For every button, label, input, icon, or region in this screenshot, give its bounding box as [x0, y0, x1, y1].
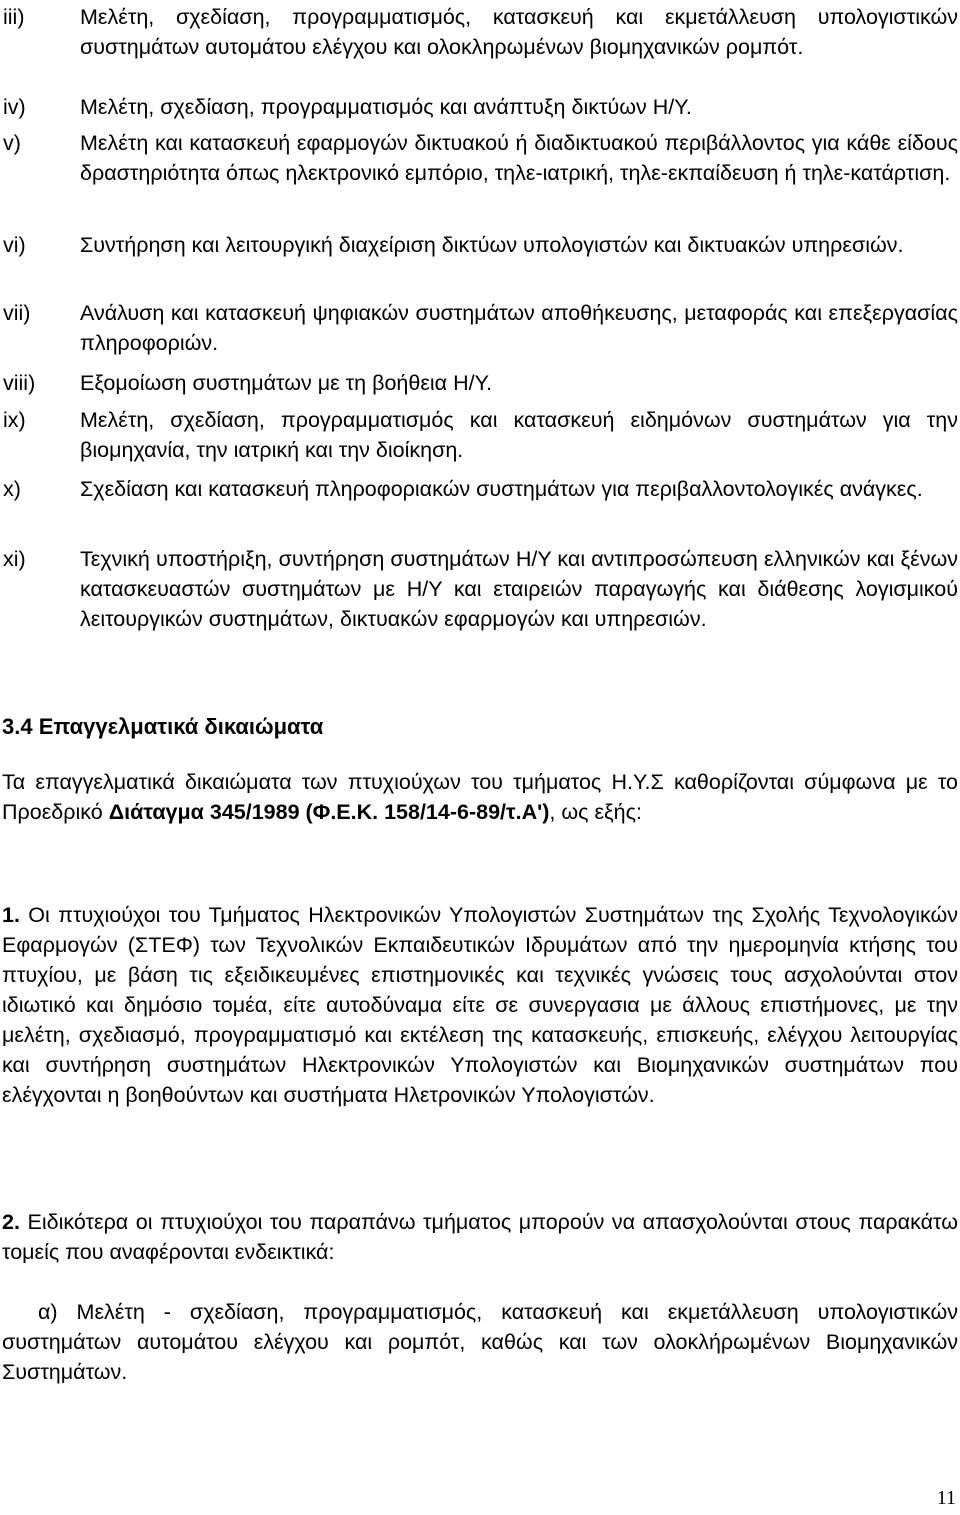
list-item-number: viii)	[3, 371, 36, 395]
intro-paragraph	[2, 767, 958, 827]
paragraph-text: Ειδικότερα οι πτυχιούχοι του παραπάνω τμήματος μπορούν να απασχολούνται στους παρακάτω τομείς που αναφέρονται ενδεικτικά:	[2, 1210, 958, 1264]
list-item	[0, 405, 958, 474]
list-item-number: x)	[3, 477, 21, 501]
list-item-text: Εξομοίωση συστημάτων με τη βοήθεια Η/Υ.	[80, 371, 493, 395]
list-item-number: iv)	[3, 95, 26, 119]
paragraph-2	[2, 1207, 958, 1267]
list-item	[0, 2, 958, 92]
paragraph-number: 1.	[2, 903, 20, 927]
list-item-number: v)	[3, 131, 21, 155]
sub-item-text: α) Μελέτη - σχεδίαση, προγραμματισμός, κατασκευή και εκμετάλλευση υπολογιστικών συστημάτων αυτομάτου ελέγχου και ρομπότ, καθώς και των ολοκλήρωμένων Βιομηχανικών Συστημάτων.	[2, 1300, 958, 1384]
list-item-number: iii)	[3, 5, 25, 29]
list-item-text: Τεχνική υποστήριξη, συντήρηση συστημάτων Η/Υ και αντιπροσώπευση ελληνικών και ξένων κατασκευαστών συστημάτων με Η/Υ και εταιρειών παραγωγής και διάθεσης λογισμικού λειτουργικών συστημάτων, δικτυακών εφαρμογών και υπηρεσιών.	[80, 547, 958, 631]
list-item-text: Μελέτη και κατασκευή εφαρμογών δικτυακού ή διαδικτυακού περιβάλλοντος για κάθε είδους δραστηριότητα όπως ηλεκτρονικό εμπόριο, τηλε-ιατρική, τηλε-εκπαίδευση ή τηλε-κατάρτιση.	[80, 131, 958, 185]
intro-text-end: , ως εξής:	[549, 800, 642, 824]
section-heading: 3.4 Επαγγελματικά δικαιώματα	[2, 714, 324, 739]
paragraph-1	[2, 900, 958, 1110]
paragraph-text: Οι πτυχιούχοι του Τμήματος Ηλεκτρονικών Υπολογιστών Συστημάτων της Σχολής Τεχνολογικών Εφαρμογών (ΣΤΕΦ) των Τεχνολικών Εκπαιδευτικών Ιδρυμάτων από την ημερομηνία κτήσης του πτυχίου, με βάση τις εξειδικευμένες επιστημονικές και τεχνικές γνώσεις τους ασχολούνται στον ιδιωτικό και δημόσιο τομέα, είτε αυτοδύναμα είτε σε συνεργασια με άλλους επιστήμονες, με την μελέτη, σχεδιασμό, προγραμματισμό και εκτέλεση της κατασκευής, επισκευής, ελέγχου λειτουργίας και συντήρηση συστημάτων Ηλεκτρονικών Υπολογιστών και Βιομηχανικών συστημάτων που ελέγχονται η βοηθούντων και συστήματα Ηλετρονικών Υπολογιστών.	[2, 903, 958, 1107]
list-item	[0, 128, 958, 230]
sub-item-a	[2, 1297, 958, 1387]
list-item-text: Συντήρηση και λειτουργική διαχείριση δικτύων υπολογιστών και δικτυακών υπηρεσιών.	[80, 233, 904, 257]
intro-text: Τα επαγγελματικά δικαιώματα των πτυχιούχων του τμήματος Η.Υ.Σ καθορίζονται σύμφωνα με το Προεδρικό	[2, 770, 958, 824]
roman-numeral-list	[0, 2, 958, 664]
list-item-number: ix)	[3, 408, 26, 432]
list-item	[0, 544, 958, 664]
list-item-text: Μελέτη, σχεδίαση, προγραμματισμός και κατασκευή ειδημόνων συστημάτων για την βιομηχανία, την ιατρική και την διοίκηση.	[80, 408, 958, 462]
list-item-text: Ανάλυση και κατασκευή ψηφιακών συστημάτων αποθήκευσης, μεταφοράς και επεξεργασίας πληροφοριών.	[80, 301, 958, 355]
list-item	[0, 92, 958, 128]
list-item	[0, 298, 958, 368]
list-item	[0, 474, 958, 544]
list-item-number: xi)	[3, 547, 26, 571]
page-number: 11	[936, 1487, 956, 1509]
list-item-number: vii)	[3, 301, 31, 325]
list-item	[0, 368, 958, 405]
decree-reference: Διάταγμα 345/1989 (Φ.Ε.Κ. 158/14-6-89/τ.Α')	[108, 800, 550, 824]
list-item-number: vi)	[3, 233, 26, 257]
list-item-text: Σχεδίαση και κατασκευή πληροφοριακών συστημάτων για περιβαλλοντολογικές ανάγκες.	[80, 477, 923, 501]
list-item-text: Μελέτη, σχεδίαση, προγραμματισμός, κατασκευή και εκμετάλλευση υπολογιστικών συστημάτων αυτομάτου ελέγχου και ολοκληρωμένων βιομηχανικών ρομπότ.	[80, 5, 958, 59]
list-item-text: Μελέτη, σχεδίαση, προγραμματισμός και ανάπτυξη δικτύων Η/Υ.	[80, 95, 692, 119]
list-item	[0, 230, 958, 298]
paragraph-number: 2.	[2, 1210, 20, 1234]
